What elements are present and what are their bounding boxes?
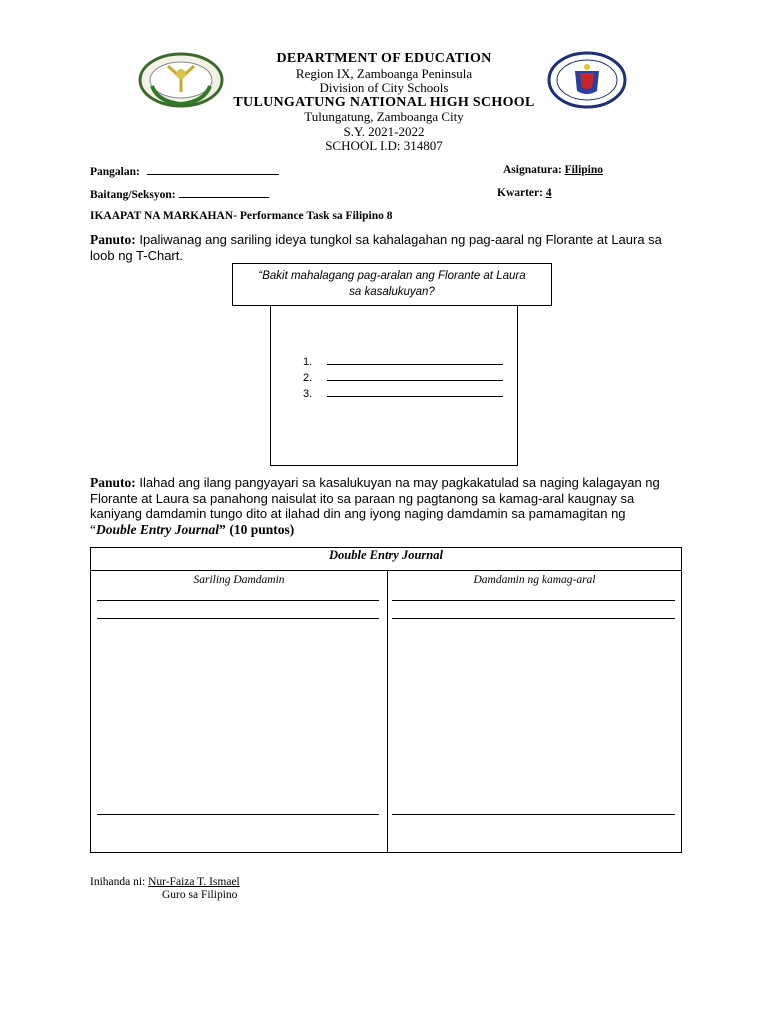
write-line[interactable] <box>392 814 675 815</box>
region: Region IX, Zamboanga Peninsula <box>295 65 473 81</box>
name-blank[interactable] <box>147 164 279 175</box>
t-chart-question: “Bakit mahalagang pag-aralan ang Florante at Laura sa kasalukuyan? <box>232 263 552 306</box>
letterhead <box>0 52 768 154</box>
name-label: Pangalan: <box>90 166 140 178</box>
write-line[interactable] <box>392 618 675 619</box>
answer-line-3[interactable]: 3. <box>303 387 503 400</box>
subject-label: Asignatura: <box>503 164 562 176</box>
write-line[interactable] <box>97 600 379 601</box>
instruction-1-text: Ipaliwanag ang sariling ideya tungkol sa kahalagahan ng pag-aaral ng Florante at Laura sa loob ng T-Chart. <box>90 232 662 263</box>
journal-name: Double Entry Journal <box>96 521 220 537</box>
school-name: TULUNGATUNG NATIONAL HIGH SCHOOL <box>233 94 535 110</box>
subject-value: Filipino <box>564 164 604 176</box>
instruction-1-label: Panuto: <box>90 232 136 247</box>
write-line[interactable] <box>97 618 379 619</box>
quarter-field <box>497 187 552 199</box>
points: (10 puntos) <box>229 521 295 537</box>
write-line[interactable] <box>97 814 379 815</box>
teacher-position: Guro sa Filipino <box>162 889 238 901</box>
col-damdamin-kamag-aral[interactable]: Damdamin ng kamag-aral <box>388 571 682 853</box>
task-title: IKAAPAT NA MARKAHAN- Performance Task sa Filipino 8 <box>90 210 393 222</box>
school-id: SCHOOL I.D: 314807 <box>325 138 443 153</box>
instruction-1 <box>90 232 682 263</box>
prepared-label: Inihanda ni: <box>90 876 146 888</box>
answer-line-1[interactable]: 1. <box>303 355 503 368</box>
quarter-value: 4 <box>545 187 552 199</box>
division: Division of City Schools <box>319 80 449 95</box>
t-chart-answer-box[interactable] <box>270 304 518 466</box>
grade-section-blank[interactable] <box>179 187 269 198</box>
journal-title: Double Entry Journal <box>91 548 682 571</box>
instruction-2-label: Panuto: <box>90 475 136 490</box>
school-year: S.Y. 2021-2022 <box>343 123 425 139</box>
name-field <box>90 164 279 178</box>
col-sariling-damdamin[interactable]: Sariling Damdamin <box>91 571 388 853</box>
double-entry-journal-table <box>90 547 682 853</box>
grade-section-field <box>90 187 269 201</box>
subject-field <box>503 164 603 176</box>
quarter-label: Kwarter: <box>497 187 543 199</box>
write-line[interactable] <box>392 600 675 601</box>
grade-section-label: Baitang/Seksyon: <box>90 189 176 201</box>
prepared-by <box>90 876 240 888</box>
instruction-2: Panuto: Ilahad ang ilang pangyayari sa kasalukuyan na may pagkakatulad sa naging kalagayan ng Florante at Laura sa panahong naisulat ito sa paraan ng pagtanong sa kamag-aral kaugnay sa kaniyang damdamin tungo dito at ilahad din ang iyong naging damdamin sa pamamagitan ng “Double Entry Journal” (10 puntos) <box>90 475 660 537</box>
teacher-name: Nur-Faiza T. Ismael <box>148 876 240 888</box>
answer-line-2[interactable]: 2. <box>303 371 503 384</box>
instruction-2-text: Ilahad ang ilang pangyayari sa kasalukuyan na may pagkakatulad sa naging kalagayan ng Florante at Laura sa panahong naisulat ito sa paraan ng pagtanong sa kamag-aral kaugnay sa kaniyang damdamin tungo dito at ilahad din ang iyong naging damdamin sa pamamagitan ng <box>90 475 660 521</box>
department-title: DEPARTMENT OF EDUCATION <box>276 51 492 66</box>
school-address: Tulungatung, Zamboanga City <box>304 109 464 124</box>
